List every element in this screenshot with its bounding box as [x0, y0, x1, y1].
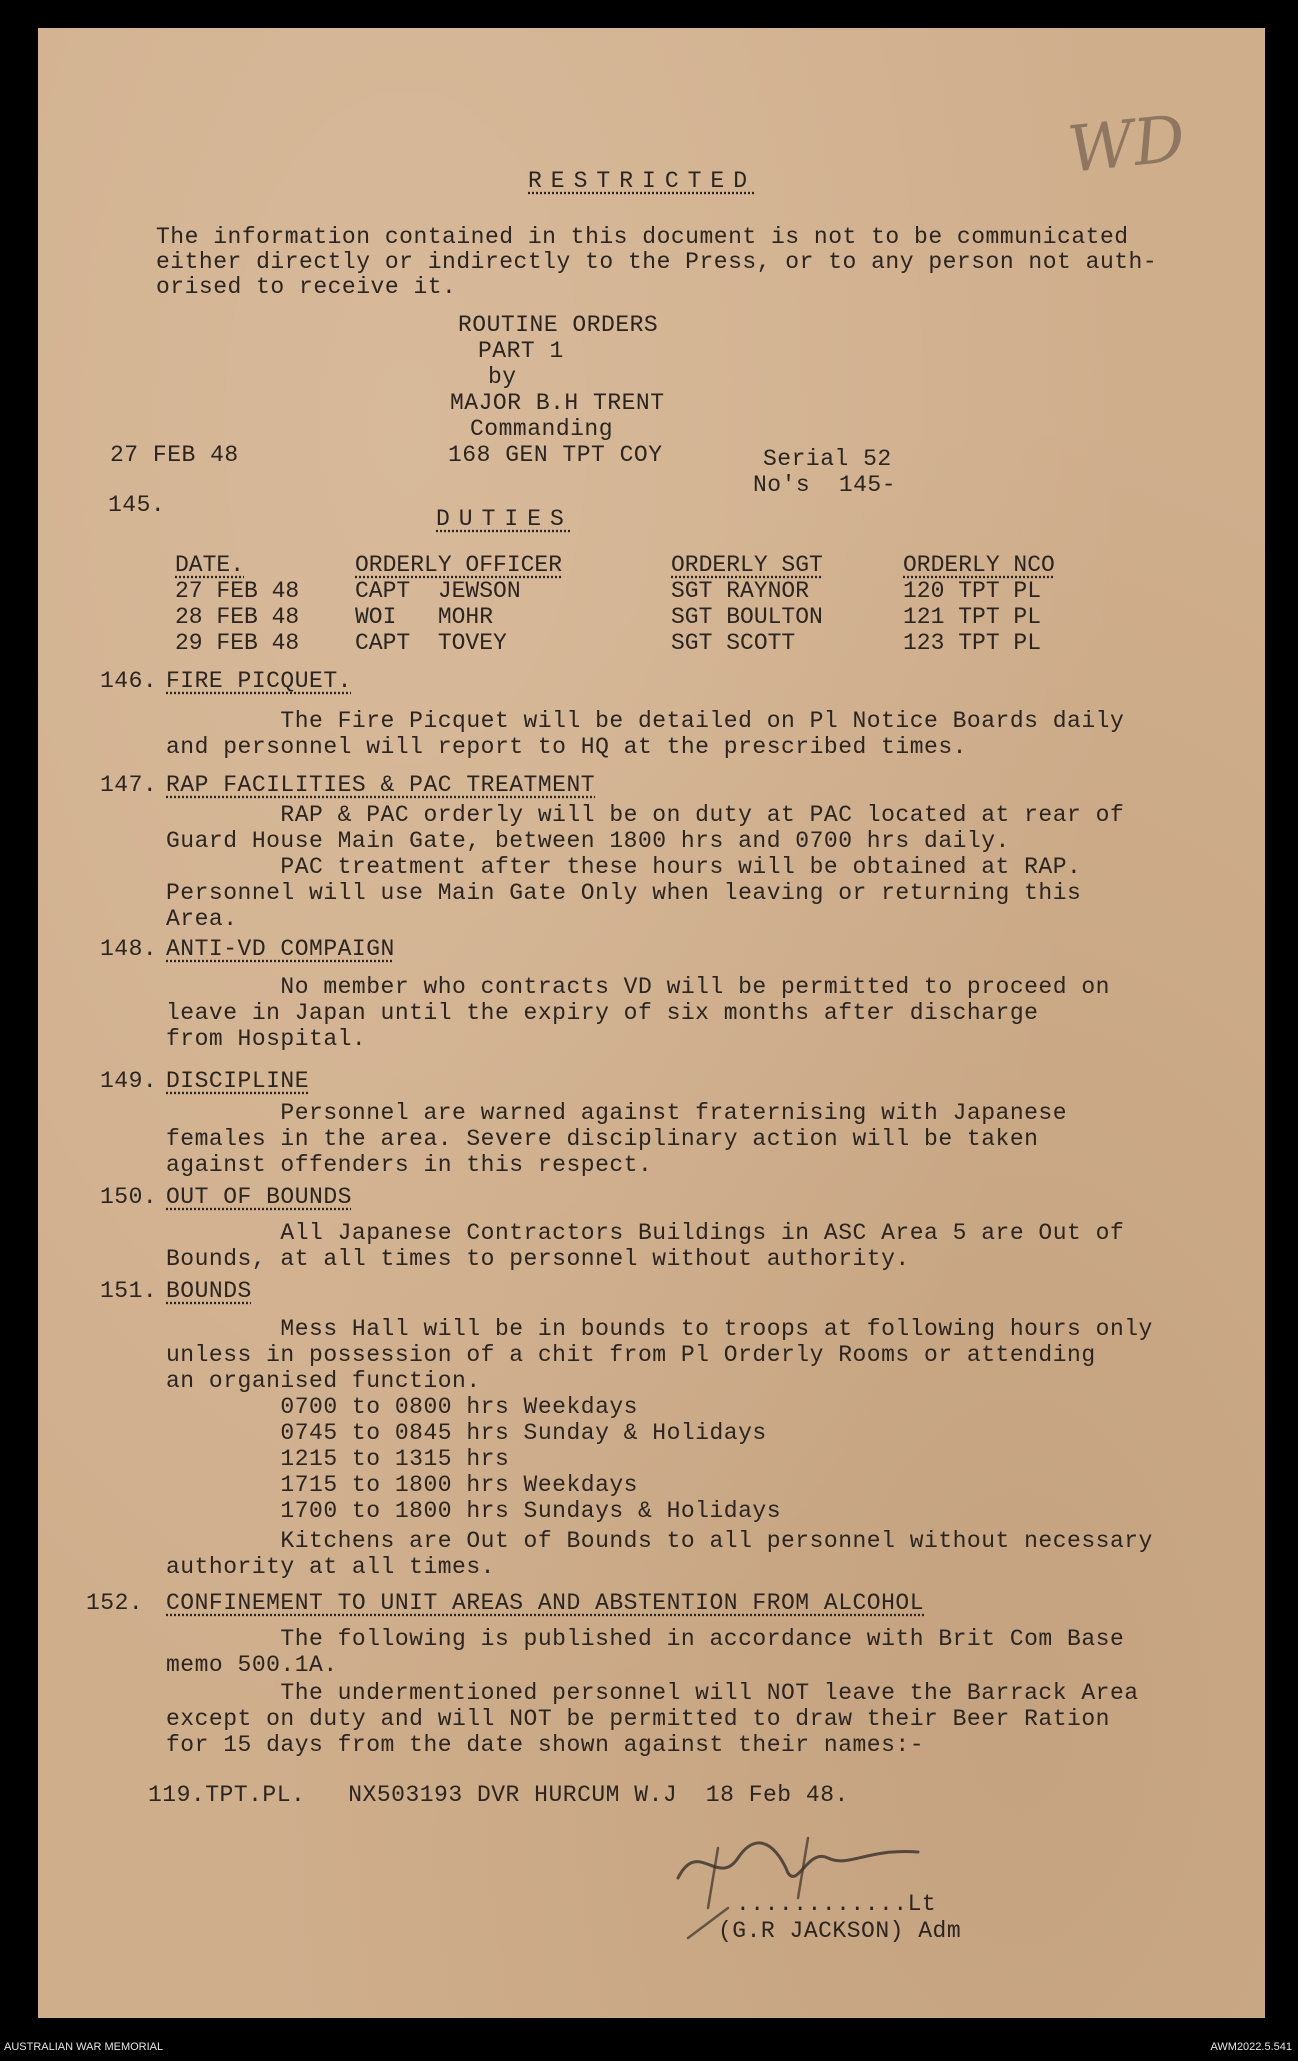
order-line: Area. [166, 906, 238, 932]
order-heading: OUT OF BOUNDS [166, 1184, 352, 1210]
order-number: 147. [100, 772, 158, 798]
order-line: RAP & PAC orderly will be on duty at PAC located at rear of [166, 802, 1125, 828]
order-number: 146. [100, 668, 158, 694]
order-line: memo 500.1A. [166, 1652, 338, 1678]
duties-row [175, 578, 1055, 604]
order-line: an organised function. [166, 1368, 481, 1394]
order-line: No member who contracts VD will be permitted to proceed on [166, 974, 1110, 1000]
title-line-2: PART 1 [478, 338, 564, 364]
order-date: 27 FEB 48 [110, 442, 239, 468]
order-line: except on duty and will NOT be permitted to draw their Beer Ration [166, 1706, 1110, 1732]
order-line: for 15 days from the date shown against their names:- [166, 1732, 925, 1758]
duty-nco: 120 TPT PL [903, 578, 1042, 604]
title-line-3: by [488, 364, 517, 390]
title-line-1: ROUTINE ORDERS [458, 312, 659, 338]
order-line: The Fire Picquet will be detailed on Pl Notice Boards daily [166, 708, 1125, 734]
duties-row [175, 604, 1055, 630]
order-line: 1215 to 1315 hrs [166, 1446, 510, 1472]
order-line: 1700 to 1800 hrs Sundays & Holidays [166, 1498, 781, 1524]
duties-heading: DUTIES [436, 506, 573, 532]
handwritten-mark: WD [1064, 102, 1189, 188]
order-line: from Hospital. [166, 1026, 367, 1052]
order-line: Bounds, at all times to personnel without authority. [166, 1246, 910, 1272]
duty-sgt: SGT BOULTON [671, 604, 823, 630]
order-number: 151. [100, 1278, 158, 1304]
duties-header-row [175, 552, 1055, 578]
duty-sgt: SGT SCOTT [671, 630, 796, 656]
order-line: leave in Japan until the expiry of six months after discharge [166, 1000, 1039, 1026]
column-orderly-officer: ORDERLY OFFICER [355, 552, 563, 578]
order-line: Guard House Main Gate, between 1800 hrs and 0700 hrs daily. [166, 828, 1010, 854]
order-heading: BOUNDS [166, 1278, 252, 1304]
order-line: females in the area. Severe disciplinary action will be taken [166, 1126, 1039, 1152]
signature-name-line: (G.R JACKSON) Adm [718, 1918, 962, 1944]
order-line: Kitchens are Out of Bounds to all personnel without necessary [166, 1528, 1153, 1554]
notice-line-3: orised to receive it. [156, 274, 457, 300]
order-line: 0700 to 0800 hrs Weekdays [166, 1394, 638, 1420]
classification-heading: RESTRICTED [528, 168, 757, 194]
order-line: Personnel are warned against fraternising with Japanese [166, 1100, 1068, 1126]
duty-officer: CAPT JEWSON [355, 578, 521, 604]
order-heading: FIRE PICQUET. [166, 668, 352, 694]
order-line: PAC treatment after these hours will be obtained at RAP. [166, 854, 1082, 880]
column-orderly-sgt: ORDERLY SGT [671, 552, 823, 578]
duty-date: 28 FEB 48 [175, 604, 300, 630]
duty-nco: 121 TPT PL [903, 604, 1042, 630]
column-orderly-nco: ORDERLY NCO [903, 552, 1055, 578]
order-line: 0745 to 0845 hrs Sunday & Holidays [166, 1420, 767, 1446]
signature-rank-line: ............Lt [736, 1891, 937, 1917]
order-line: All Japanese Contractors Buildings in ASC Area 5 are Out of [166, 1220, 1125, 1246]
order-number: 152. [86, 1590, 144, 1616]
column-date: DATE. [175, 552, 245, 578]
notice-line-1: The information contained in this document is not to be communicated [156, 224, 1129, 250]
title-line-4: MAJOR B.H TRENT [450, 390, 665, 416]
document-page [38, 28, 1265, 2018]
order-line: against offenders in this respect. [166, 1152, 653, 1178]
order-heading: RAP FACILITIES & PAC TREATMENT [166, 772, 596, 798]
duty-date: 27 FEB 48 [175, 578, 300, 604]
duties-row [175, 630, 1055, 656]
duty-nco: 123 TPT PL [903, 630, 1042, 656]
order-number: 150. [100, 1184, 158, 1210]
order-heading: CONFINEMENT TO UNIT AREAS AND ABSTENTION FROM ALCOHOL [166, 1590, 925, 1616]
order-line: 1715 to 1800 hrs Weekdays [166, 1472, 638, 1498]
footer-left: AUSTRALIAN WAR MEMORIAL [4, 2041, 164, 2053]
serial-number: Serial 52 [763, 446, 892, 472]
notice-line-2: either directly or indirectly to the Press, or to any person not auth- [156, 249, 1158, 275]
order-line: and personnel will report to HQ at the prescribed times. [166, 734, 967, 760]
order-number: 149. [100, 1068, 158, 1094]
footer-right: AWM2022.5.541 [1210, 2041, 1292, 2053]
title-line-6: 168 GEN TPT COY [448, 442, 663, 468]
order-heading: DISCIPLINE [166, 1068, 310, 1094]
duty-date: 29 FEB 48 [175, 630, 300, 656]
order-number: 148. [100, 936, 158, 962]
order-line: unless in possession of a chit from Pl Orderly Rooms or attending [166, 1342, 1096, 1368]
order-numbers: No's 145- [753, 472, 897, 498]
order-line: Mess Hall will be in bounds to troops at following hours only [166, 1316, 1153, 1342]
order-line: Personnel will use Main Gate Only when leaving or returning this [166, 880, 1082, 906]
personnel-entry: 119.TPT.PL. NX503193 DVR HURCUM W.J 18 Feb 48. [148, 1782, 849, 1808]
order-line: The undermentioned personnel will NOT leave the Barrack Area [166, 1680, 1139, 1706]
duty-sgt: SGT RAYNOR [671, 578, 810, 604]
order-line: authority at all times. [166, 1554, 495, 1580]
duty-officer: WOI MOHR [355, 604, 494, 630]
order-heading: ANTI-VD COMPAIGN [166, 936, 395, 962]
title-line-5: Commanding [470, 416, 614, 442]
duties-table [175, 552, 1055, 656]
order-line: The following is published in accordance with Brit Com Base [166, 1626, 1125, 1652]
duties-number: 145. [108, 492, 166, 518]
duty-officer: CAPT TOVEY [355, 630, 507, 656]
